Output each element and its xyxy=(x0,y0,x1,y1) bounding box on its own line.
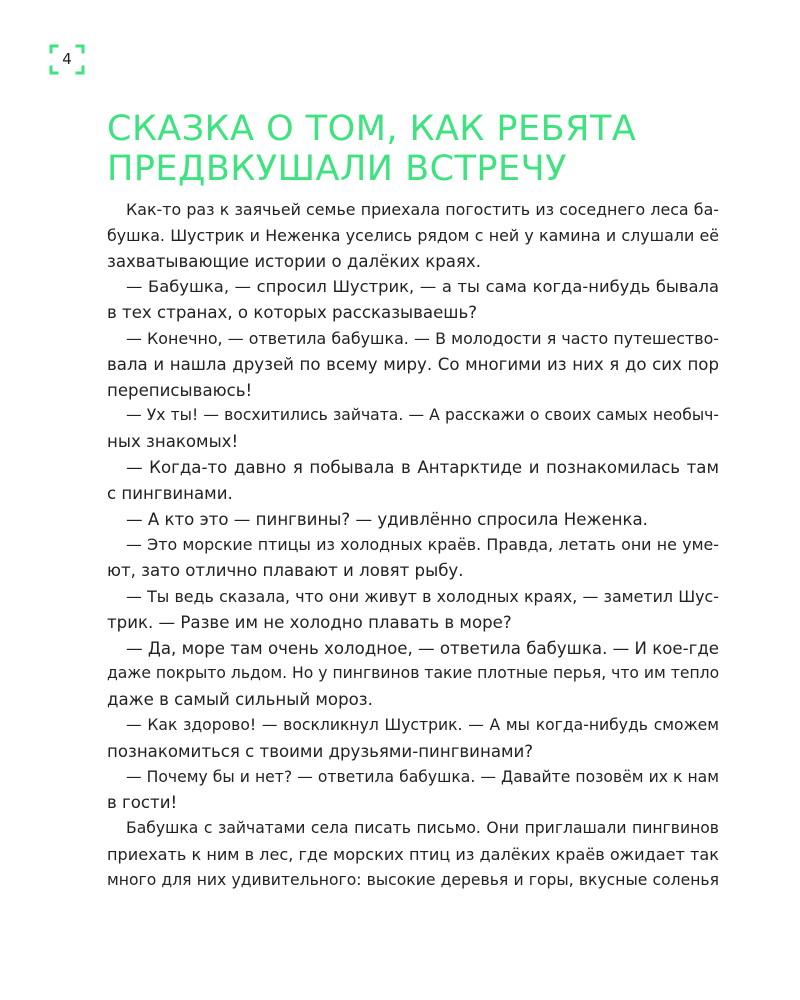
text-line: — А кто это — пингвины? — удивлённо спросила Неженка. xyxy=(126,509,648,529)
text-line: вала и нашла друзей по всему миру. Со многими из них я до сих пор xyxy=(107,354,719,374)
text-line: трик. — Разве им не холодно плавать в море? xyxy=(107,612,512,632)
page-title-line: ПРЕДВКУШАЛИ ВСТРЕЧУ xyxy=(107,149,567,189)
text-line: — Конечно, — ответила бабушка. — В молодости я часто путешество- xyxy=(126,328,719,348)
text-line: — Когда-то давно я побывала в Антарктиде и познакомилась там xyxy=(126,457,719,477)
text-line: — Как здорово! — воскликнул Шустрик. — А мы когда-нибудь сможем xyxy=(126,715,719,734)
text-line: даже покрыто льдом. Но у пингвинов такие плотные перья, что им тепло xyxy=(107,664,720,683)
text-line: переписываюсь! xyxy=(107,380,253,400)
text-line: — Это морские птицы из холодных краёв. Правда, летать они не уме- xyxy=(126,535,719,555)
text-line: — Бабушка, — спросил Шустрик, — а ты сама когда-нибудь бывала xyxy=(126,277,719,297)
text-line: — Ух ты! — восхитились зайчата. — А расскажи о своих самых необыч- xyxy=(126,406,719,425)
story-text xyxy=(107,197,719,894)
page-number: 4 xyxy=(62,50,72,68)
text-line: ют, зато отлично плавают и ловят рыбу. xyxy=(107,561,464,581)
text-line: — Да, море там очень холодное, — ответила бабушка. — И кое-где xyxy=(126,638,719,658)
text-line: — Ты ведь сказала, что они живут в холодных краях, — заметил Шус- xyxy=(126,586,719,606)
text-line: много для них удивительного: высокие деревья и горы, вкусные соленья xyxy=(107,870,719,889)
text-line: Как-то раз к заячьей семье приехала погостить из соседнего леса ба- xyxy=(126,200,719,219)
text-line: — Почему бы и нет? — ответила бабушка. — Давайте позовём их к нам xyxy=(126,767,719,786)
text-line: захватывающие истории о далёких краях. xyxy=(107,251,482,271)
text-line: в гости! xyxy=(107,793,178,813)
text-line: ных знакомых! xyxy=(107,432,239,452)
text-line: даже в самый сильный мороз. xyxy=(107,690,373,710)
page-number-frame xyxy=(49,44,85,75)
page-title-line: СКАЗКА О ТОМ, КАК РЕБЯТА xyxy=(107,109,637,149)
text-line: познакомиться с твоими друзьями-пингвинами? xyxy=(107,741,534,761)
text-line: Бабушка с зайчатами села писать письмо. Они приглашали пингвинов xyxy=(126,819,719,838)
page-title xyxy=(107,109,727,189)
text-line: с пингвинами. xyxy=(107,483,233,503)
text-line: бушка. Шустрик и Неженка уселись рядом с ней у камина и слушали её xyxy=(107,225,719,245)
text-line: в тех странах, о которых рассказываешь? xyxy=(107,303,478,323)
text-line: приехать к ним в лес, где морских птиц из далёких краёв ожидает так xyxy=(107,844,719,864)
